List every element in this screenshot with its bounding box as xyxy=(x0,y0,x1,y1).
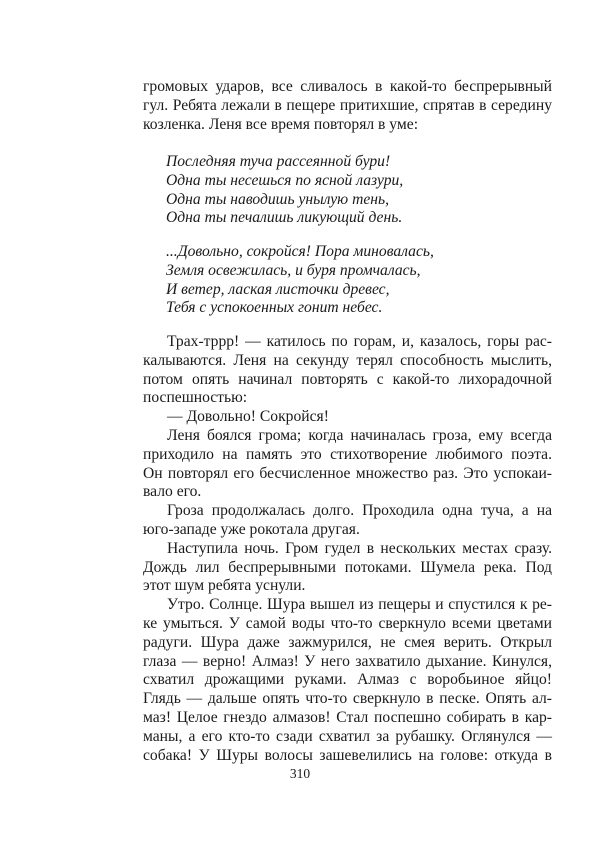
text-line: громовых ударов, все сливалось в какой-то беспрерывный xyxy=(143,78,552,95)
text-line: гул. Ребята лежали в пещере притихшие, спрятав в середину xyxy=(143,96,552,114)
poem-line: Земля освежилась, и буря промчалась, xyxy=(166,261,421,279)
poem-line: Последняя туча рассеянной бури! xyxy=(166,153,391,170)
text-line: радуги. Шура даже зажмурился, не смея верить. Открыл xyxy=(143,633,552,651)
text-line: Утро. Солнце. Шура вышел из пещеры и спустился к ре- xyxy=(167,596,552,614)
poem-line: Одна ты печалишь ликующий день. xyxy=(166,209,403,227)
text-line: ке умыться. У самой воды что-то сверкнуло всеми цветами xyxy=(143,614,552,632)
body-text xyxy=(143,333,552,765)
text-line: Глядь — дальше опять что-то сверкнуло в песке. Опять ал- xyxy=(143,690,552,708)
text-line: этот шум ребята уснули. xyxy=(143,577,306,595)
page-number: 310 xyxy=(289,766,311,781)
text-line: глаза — верно! Алмаз! У него захватило дыхание. Кинулся, xyxy=(143,652,552,670)
text-line: поспешностью: xyxy=(143,389,248,407)
text-line: приходило на память это стихотворение любимого поэта. xyxy=(143,445,552,463)
text-line: маны, а его кто-то сзади схватил за рубашку. Оглянулся — xyxy=(143,727,552,745)
poem-line: Тебя с успокоенных гонит небес. xyxy=(166,299,383,317)
text-line: юго-западе уже рокотала другая. xyxy=(143,520,360,538)
text-line: — Довольно! Сокройся! xyxy=(167,408,329,426)
text-line: Наступила ночь. Гром гудел в нескольких местах сразу. xyxy=(167,539,552,557)
poem-line: И ветер, лаская листочки древес, xyxy=(166,280,390,298)
text-line: потом опять начинал повторять с какой-то лихорадочной xyxy=(143,370,552,388)
text-line: вало его. xyxy=(143,483,202,501)
poem-stanza-1 xyxy=(166,153,546,228)
poem-stanza-2 xyxy=(166,243,546,318)
text-line: Трах-тррр! — катилось по горам, и, казалось, горы рас- xyxy=(167,333,552,350)
text-line: Гроза продолжалась долго. Проходила одна туча, а на xyxy=(167,502,552,520)
poem-line: ...Довольно, сокройся! Пора миновалась, xyxy=(166,243,434,260)
text-line: Он повторял его бесчисленное множество раз. Это успокаи- xyxy=(143,464,552,482)
poem-line: Одна ты несешься по ясной лазури, xyxy=(166,171,404,189)
text-line: маз! Целое гнездо алмазов! Стал поспешно собирать в кар- xyxy=(143,708,552,726)
text-line: схватил дрожащими руками. Алмаз с воробьиное яйцо! xyxy=(143,671,552,689)
text-line: Дождь лил беспрерывными потоками. Шумела река. Под xyxy=(143,558,552,576)
poem-line: Одна ты наводишь унылую тень, xyxy=(166,190,389,208)
opening-paragraph xyxy=(143,78,552,134)
text-line: Леня боялся грома; когда начиналась гроза, ему всегда xyxy=(167,426,552,444)
text-line: калываются. Леня на секунду терял способность мыслить, xyxy=(143,351,552,369)
text-line: собака! У Шуры волосы зашевелились на голове: откуда в xyxy=(143,746,552,764)
text-line: козленка. Леня все время повторял в уме: xyxy=(143,115,419,133)
